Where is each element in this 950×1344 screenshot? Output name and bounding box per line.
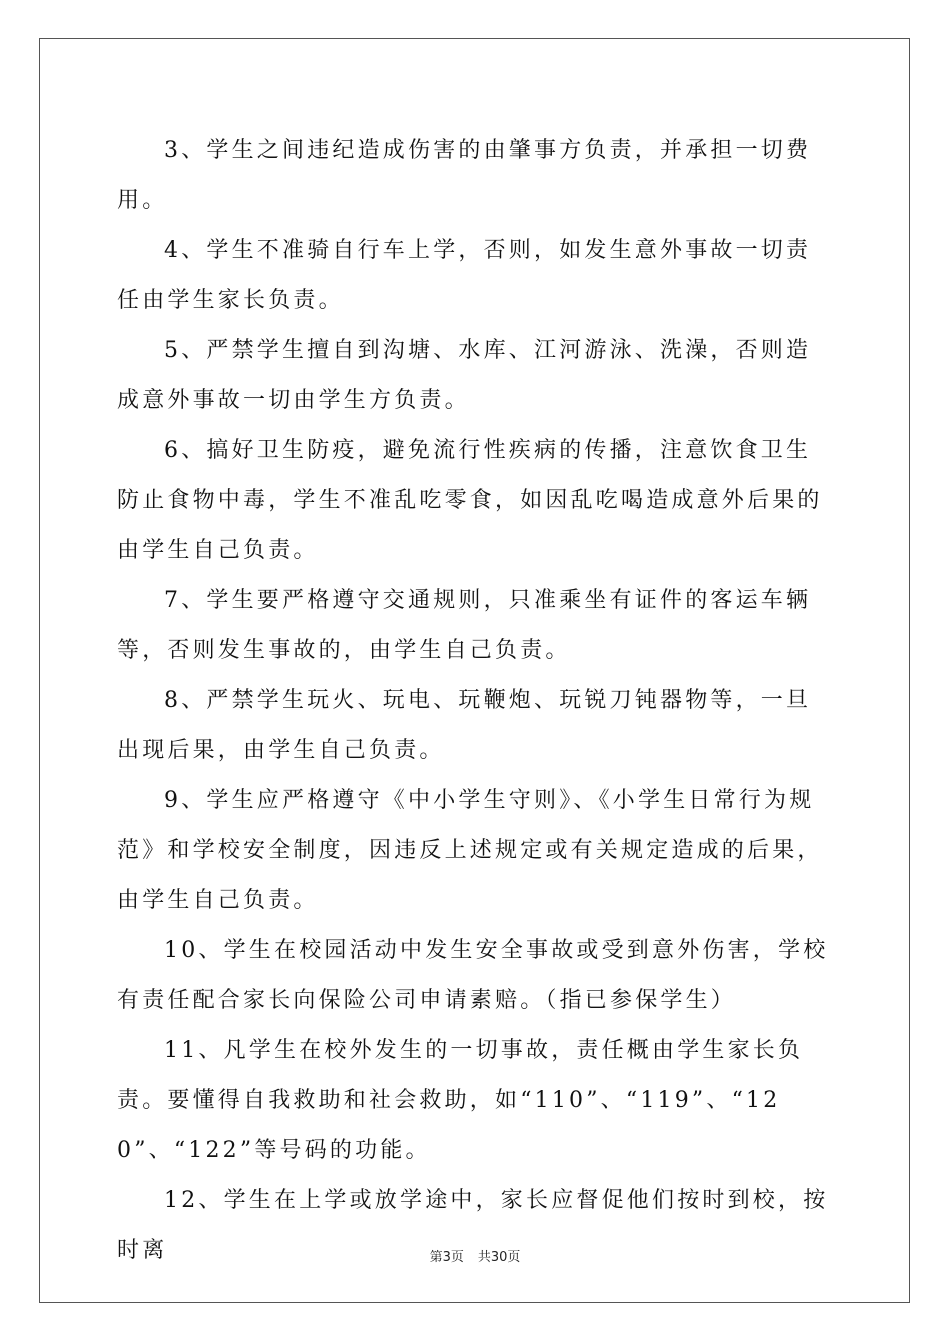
paragraph-7: 7、学生要严格遵守交通规则，只准乘坐有证件的客运车辆等，否则发生事故的，由学生自己负责。 (117, 588, 812, 663)
paragraph-12: 12、学生在上学或放学途中，家长应督促他们按时到校，按时离 (117, 1188, 829, 1263)
page-number: 第3页 (429, 1250, 464, 1265)
paragraph-6: 6、搞好卫生防疫，避免流行性疾病的传播，注意饮食卫生防止食物中毒，学生不准乱吃零食，如因乱吃喝造成意外后果的由学生自己负责。 (117, 438, 823, 563)
paragraph-5: 5、严禁学生擅自到沟塘、水库、江河游泳、洗澡，否则造成意外事故一切由学生方负责。 (117, 338, 812, 413)
document-body (117, 126, 833, 1276)
paragraph-10: 10、学生在校园活动中发生安全事故或受到意外伤害，学校有责任配合家长向保险公司申请素赔。（指已参保学生） (117, 938, 829, 1013)
paragraph-4: 4、学生不准骑自行车上学，否则，如发生意外事故一切责任由学生家长负责。 (117, 238, 812, 313)
page-footer (0, 1246, 950, 1265)
paragraph-11: 11、凡学生在校外发生的一切事故，责任概由学生家长负责。要懂得自我救助和社会救助，如“110”、“119”、“120”、“122”等号码的功能。 (117, 1038, 804, 1163)
page-total: 共30页 (477, 1250, 521, 1265)
paragraph-3: 3、学生之间违纪造成伤害的由肇事方负责，并承担一切费用。 (117, 138, 812, 213)
paragraph-9: 9、学生应严格遵守《中小学生守则》、《小学生日常行为规范》和学校安全制度，因违反上述规定或有关规定造成的后果，由学生自己负责。 (117, 788, 823, 913)
paragraph-8: 8、严禁学生玩火、玩电、玩鞭炮、玩锐刀钝器物等，一旦出现后果，由学生自己负责。 (117, 688, 812, 763)
